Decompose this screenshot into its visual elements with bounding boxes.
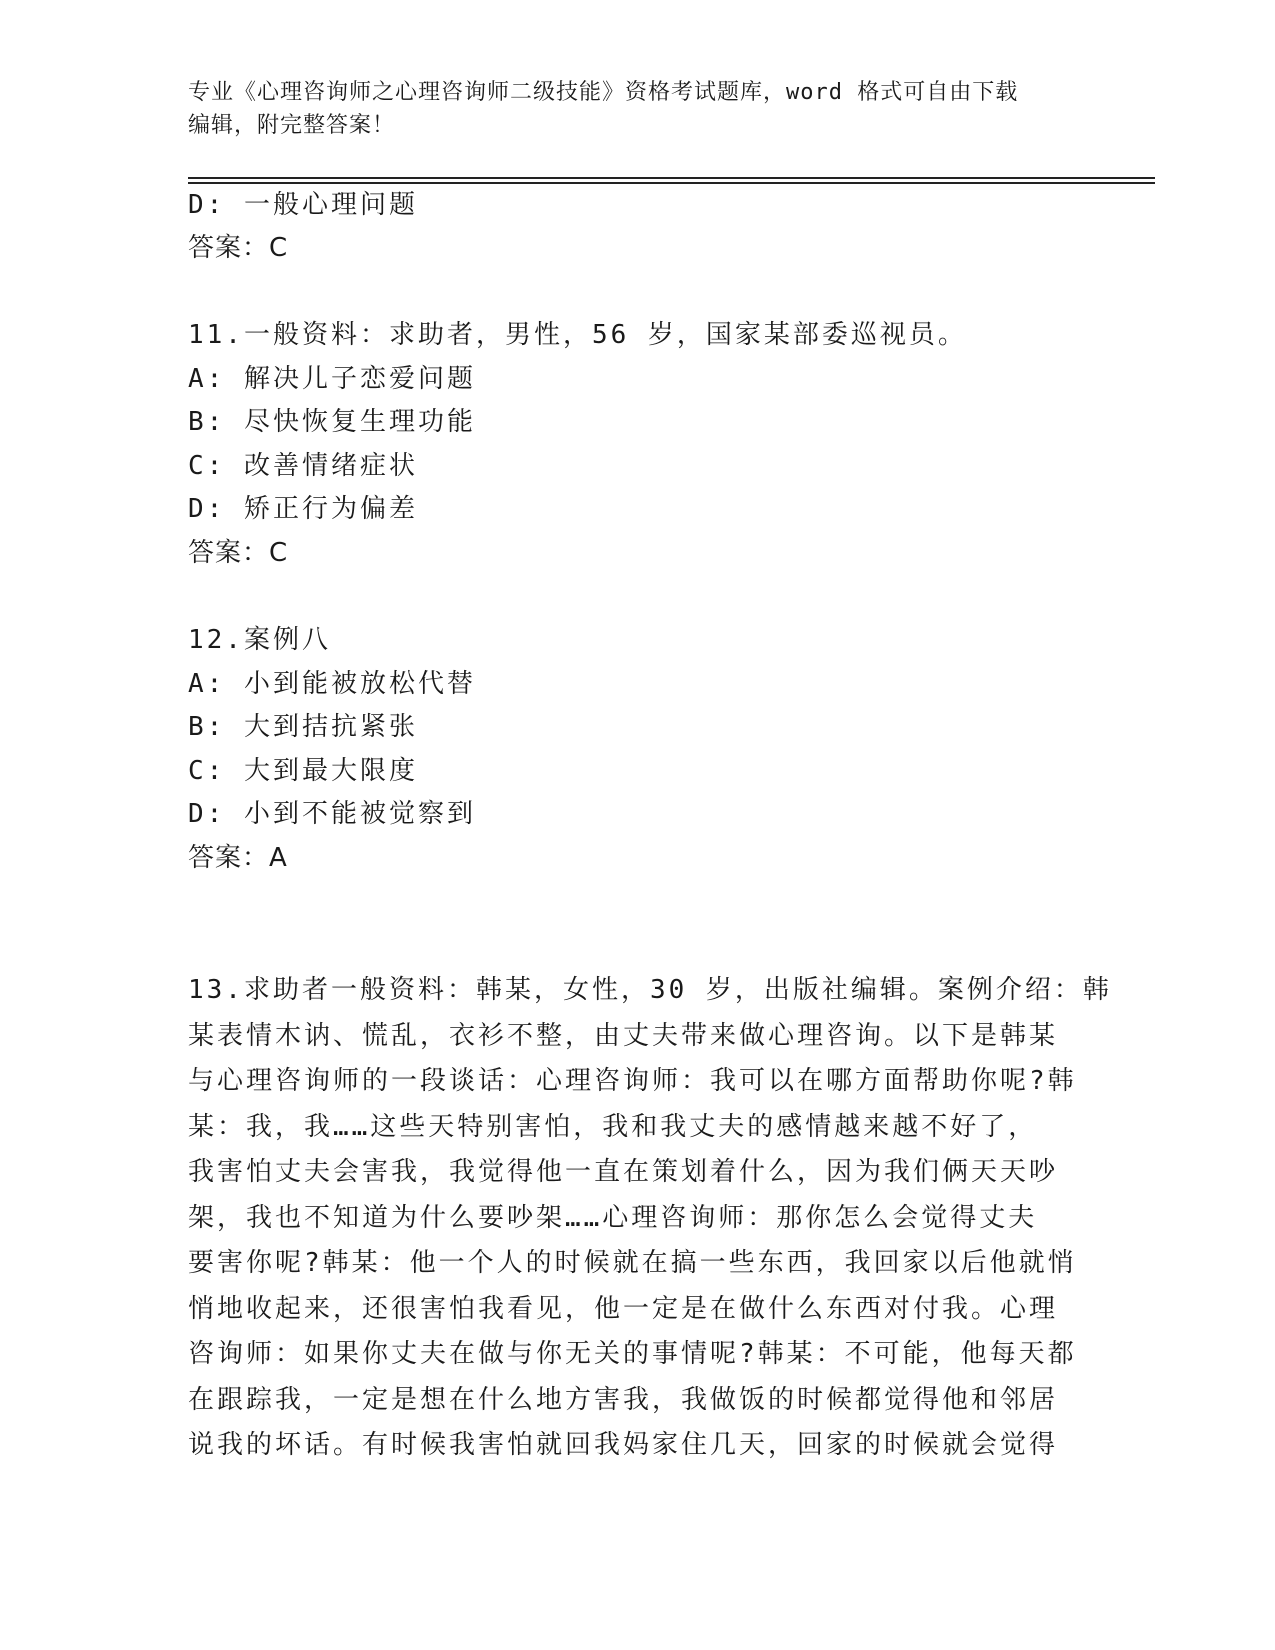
q12-option-b: B: 大到拮抗紧张 <box>188 712 418 742</box>
q13-line: 某：我，我……这些天特别害怕，我和我丈夫的感情越来越不好了， <box>188 1111 1038 1142</box>
q10-option-d: D: 一般心理问题 <box>188 190 418 220</box>
header-line-2: 编辑，附完整答案！ <box>188 113 396 138</box>
q12-question: 12.案例八 <box>188 625 331 655</box>
document-header <box>188 76 1068 142</box>
q11-option-a: A: 解决儿子恋爱问题 <box>188 364 476 394</box>
q13-paragraph <box>188 968 1112 1469</box>
q11-option-b: B: 尽快恢复生理功能 <box>188 407 476 437</box>
q12-option-c: C: 大到最大限度 <box>188 756 418 786</box>
header-rule-bottom <box>188 182 1155 184</box>
q13-line: 咨询师：如果你丈夫在做与你无关的事情呢?韩某：不可能，他每天都 <box>188 1339 1077 1369</box>
q12-option-a: A: 小到能被放松代替 <box>188 669 476 699</box>
q11-option-c: C: 改善情绪症状 <box>188 451 418 481</box>
q11-answer: 答案：C <box>188 538 289 568</box>
q11-option-d: D: 矫正行为偏差 <box>188 494 418 524</box>
q13-line: 与心理咨询师的一段谈话：心理咨询师：我可以在哪方面帮助你呢?韩 <box>188 1066 1077 1096</box>
q13-line: 某表情木讷、慌乱，衣衫不整，由丈夫带来做心理咨询。以下是韩某 <box>188 1020 1059 1051</box>
q13-line: 我害怕丈夫会害我，我觉得他一直在策划着什么，因为我们俩天天吵 <box>188 1157 1059 1187</box>
q13-line: 悄地收起来，还很害怕我看见，他一定是在做什么东西对付我。心理 <box>188 1293 1059 1324</box>
q10-answer: 答案：C <box>188 233 289 263</box>
q13-line: 要害你呢?韩某：他一个人的时候就在搞一些东西，我回家以后他就悄 <box>188 1248 1077 1278</box>
q12-option-d: D: 小到不能被觉察到 <box>188 799 476 829</box>
q13-line: 在跟踪我，一定是想在什么地方害我，我做饭的时候都觉得他和邻居 <box>188 1384 1059 1415</box>
q13-line: 说我的坏话。有时候我害怕就回我妈家住几天，回家的时候就会觉得 <box>188 1430 1059 1460</box>
q13-line: 架，我也不知道为什么要吵架……心理咨询师：那你怎么会觉得丈夫 <box>188 1202 1038 1233</box>
q11-question: 11.一般资料：求助者，男性，56 岁，国家某部委巡视员。 <box>188 320 967 350</box>
q12-answer: 答案：A <box>188 843 288 873</box>
q13-line: 13.求助者一般资料：韩某，女性，30 岁，出版社编辑。案例介绍：韩 <box>188 975 1112 1005</box>
header-rule-top <box>188 177 1155 179</box>
header-line-1: 专业《心理咨询师之心理咨询师二级技能》资格考试题库，word 格式可自由下载 <box>188 80 1019 105</box>
